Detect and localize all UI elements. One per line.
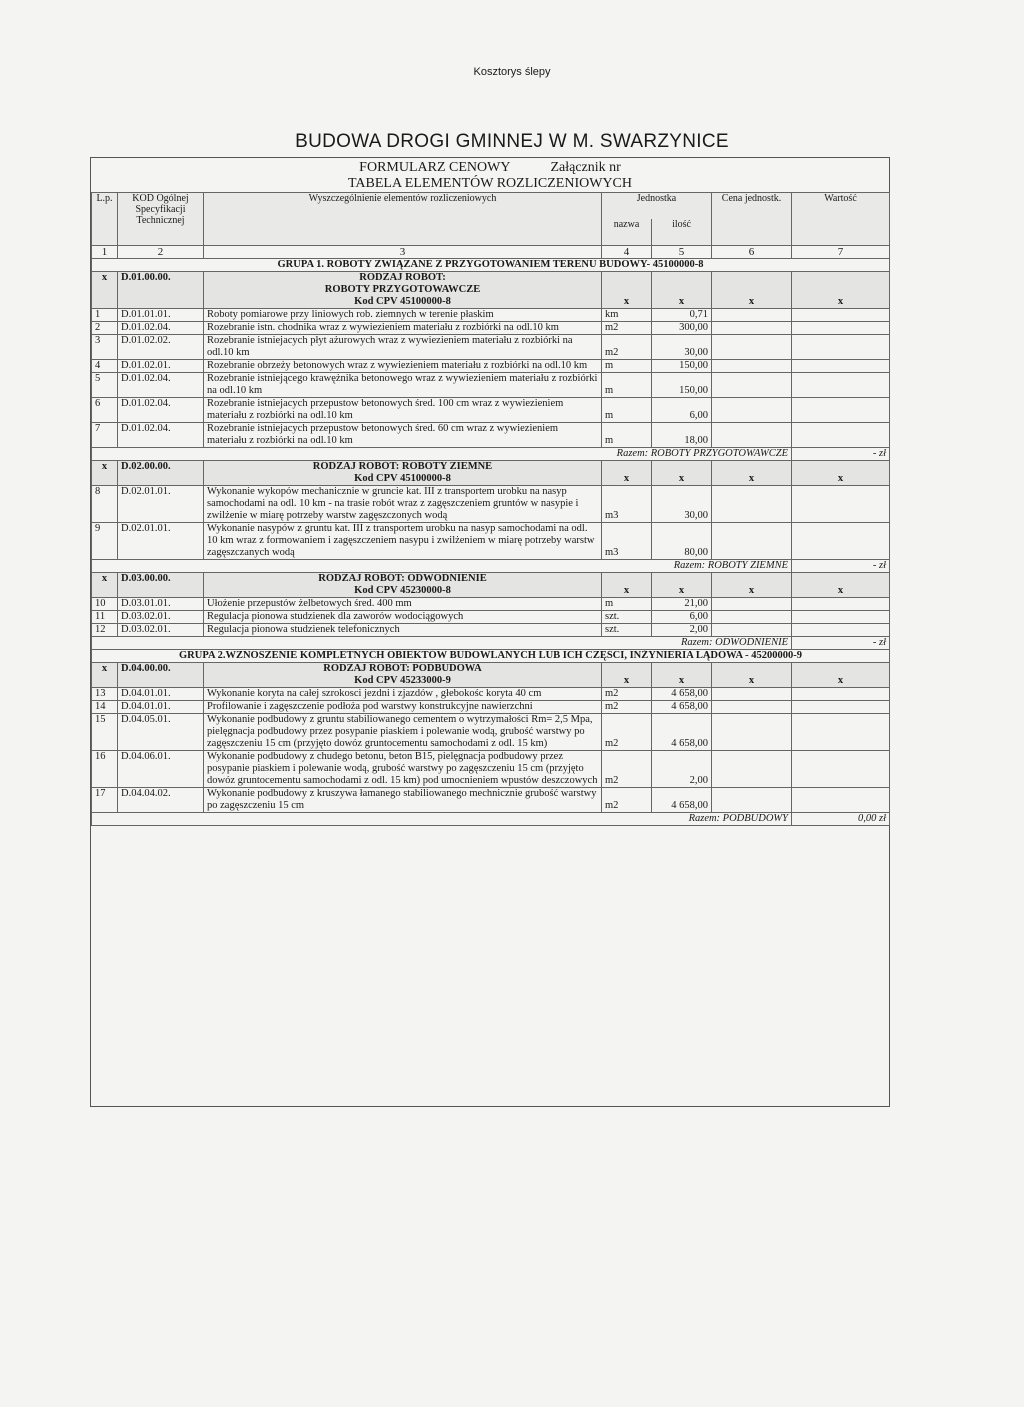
- row-lp: 13: [92, 688, 118, 701]
- section-sum-row: [92, 637, 890, 650]
- row-price: [712, 688, 792, 701]
- row-unit: m: [602, 373, 652, 398]
- row-lp: 10: [92, 598, 118, 611]
- row-description: Wykonanie wykopów mechanicznie w gruncie kat. III z transportem urobku na nasyp samochodami na odl. 10 km - na trasie robót wraz z zagęszczeniem gruntów w nasypie i zwilżenie w miarę potrzeby warstw zagęszczonych wodą: [204, 486, 602, 523]
- row-price: [712, 423, 792, 448]
- col-index: 5: [652, 246, 712, 259]
- row-quantity: 4 658,00: [652, 788, 712, 813]
- work-x: x: [602, 573, 652, 598]
- row-unit: m2: [602, 688, 652, 701]
- row-description: Wykonanie koryta na całej szrokosci jezdni i zjazdów , głebokośc koryta 40 cm: [204, 688, 602, 701]
- row-price: [712, 751, 792, 788]
- work-x: x: [712, 272, 792, 309]
- row-value: [792, 523, 890, 560]
- row-quantity: 4 658,00: [652, 714, 712, 751]
- row-code: D.02.01.01.: [118, 523, 204, 560]
- table-row: [92, 624, 890, 637]
- row-code: D.01.02.01.: [118, 360, 204, 373]
- work-x: x: [602, 663, 652, 688]
- header-unit-name: nazwa: [602, 219, 652, 246]
- row-lp: 3: [92, 335, 118, 360]
- work-lp: x: [92, 461, 118, 486]
- section-sum-label: Razem: ROBOTY PRZYGOTOWAWCZE: [92, 448, 792, 461]
- row-price: [712, 701, 792, 714]
- row-quantity: 80,00: [652, 523, 712, 560]
- work-x: x: [652, 663, 712, 688]
- column-index-row: [92, 246, 890, 259]
- work-title: [204, 663, 602, 688]
- work-x: x: [792, 461, 890, 486]
- price-form: [90, 157, 890, 1107]
- work-code: D.02.00.00.: [118, 461, 204, 486]
- form-title: FORMULARZ CENOWY: [359, 160, 511, 175]
- section-sum-row: [92, 813, 890, 826]
- row-description: Roboty pomiarowe przy liniowych rob. ziemnych w terenie płaskim: [204, 309, 602, 322]
- col-index: 7: [792, 246, 890, 259]
- row-quantity: 2,00: [652, 624, 712, 637]
- group-title: GRUPA 1. ROBOTY ZWIĄZANE Z PRZYGOTOWANIEM TERENU BUDOWY- 45100000-8: [92, 259, 890, 272]
- row-value: [792, 598, 890, 611]
- work-title: [204, 573, 602, 598]
- row-unit: szt.: [602, 624, 652, 637]
- row-price: [712, 309, 792, 322]
- row-unit: szt.: [602, 611, 652, 624]
- row-value: [792, 486, 890, 523]
- row-price: [712, 373, 792, 398]
- row-description: Wykonanie podbudowy z gruntu stabiliowanego cementem o wytrzymałości Rm= 2,5 Mpa, pielęgnacja podbudowy przez posypanie piaskiem i polewanie wodą, grubość warstwy po zagęszczeniu 15 cm (przyjęto dowóz gruntocementu samochodami z odl. 15 km): [204, 714, 602, 751]
- row-code: D.03.02.01.: [118, 611, 204, 624]
- row-value: [792, 360, 890, 373]
- table-row: [92, 598, 890, 611]
- work-code: D.01.00.00.: [118, 272, 204, 309]
- row-description: Rozebranie istniejacych płyt ażurowych wraz z wywiezieniem materiału z rozbiórki na odl.10 km: [204, 335, 602, 360]
- section-sum-label: Razem: ROBOTY ZIEMNE: [92, 560, 792, 573]
- row-description: Wykonanie nasypów z gruntu kat. III z transportem urobku na nasyp samochodami na odl. 10 km wraz z formowaniem i zagęszczeniem nasypu i zwilżeniem w miarę potrzeby warstw zagęszczanych wodą: [204, 523, 602, 560]
- row-price: [712, 611, 792, 624]
- row-code: D.03.01.01.: [118, 598, 204, 611]
- row-lp: 8: [92, 486, 118, 523]
- row-quantity: 18,00: [652, 423, 712, 448]
- row-value: [792, 688, 890, 701]
- row-lp: 15: [92, 714, 118, 751]
- table-row: [92, 373, 890, 398]
- work-title-line: RODZAJ ROBÓT:: [359, 272, 446, 283]
- row-unit: m2: [602, 714, 652, 751]
- row-quantity: 6,00: [652, 398, 712, 423]
- work-type-row: [92, 461, 890, 486]
- row-code: D.04.04.02.: [118, 788, 204, 813]
- row-value: [792, 624, 890, 637]
- row-lp: 7: [92, 423, 118, 448]
- row-description: Wykonanie podbudowy z kruszywa łamanego stabiliowanego mechnicznie grubość warstwy po zagęszczeniu 15 cm: [204, 788, 602, 813]
- row-code: D.01.02.04.: [118, 398, 204, 423]
- section-sum-value: - zł: [792, 448, 890, 461]
- work-title: [204, 272, 602, 309]
- row-unit: m2: [602, 322, 652, 335]
- row-price: [712, 788, 792, 813]
- row-price: [712, 624, 792, 637]
- row-value: [792, 788, 890, 813]
- row-quantity: 30,00: [652, 486, 712, 523]
- table-row: [92, 523, 890, 560]
- table-row: [92, 360, 890, 373]
- work-x: x: [652, 272, 712, 309]
- row-code: D.01.02.04.: [118, 423, 204, 448]
- row-code: D.01.02.04.: [118, 373, 204, 398]
- row-description: Rozebranie istniejacych przepustow betonowych śred. 100 cm wraz z wywiezieniem materiału z rozbiórki na odl.10 km: [204, 398, 602, 423]
- work-lp: x: [92, 573, 118, 598]
- row-unit: m2: [602, 701, 652, 714]
- work-type-row: [92, 272, 890, 309]
- row-value: [792, 335, 890, 360]
- row-code: D.01.02.04.: [118, 322, 204, 335]
- row-description: Ułożenie przepustów żelbetowych śred. 400 mm: [204, 598, 602, 611]
- attachment-label: Załącznik nr: [550, 160, 621, 175]
- work-x: x: [792, 573, 890, 598]
- section-sum-row: [92, 560, 890, 573]
- row-description: Wykonanie podbudowy z chudego betonu, beton B15, pielęgnacja podbudowy przez posypanie piaskiem i polewanie wodą, grubość warstwy po zagęszczeniu 15 cm (przyjęto dowóz gruntocementu samochodami z odl. 15 km) pod umocnieniem wpustów deszczowych: [204, 751, 602, 788]
- row-price: [712, 523, 792, 560]
- header-lp: L.p.: [92, 193, 118, 246]
- row-description: Profilowanie i zagęszczenie podłoża pod warstwy konstrukcyjne nawierzchni: [204, 701, 602, 714]
- row-value: [792, 309, 890, 322]
- row-price: [712, 360, 792, 373]
- row-price: [712, 486, 792, 523]
- work-x: x: [712, 461, 792, 486]
- row-value: [792, 423, 890, 448]
- section-sum-value: - zł: [792, 637, 890, 650]
- table-row: [92, 714, 890, 751]
- row-quantity: 21,00: [652, 598, 712, 611]
- document-title: BUDOWA DROGI GMINNEJ W M. SWARZYNICE: [295, 131, 729, 152]
- row-unit: m3: [602, 523, 652, 560]
- work-title-line: RODZAJ ROBÓT: PODBUDOWA: [323, 663, 482, 674]
- row-code: D.03.02.01.: [118, 624, 204, 637]
- form-title-block: [91, 158, 889, 192]
- section-sum-value: 0,00 zł: [792, 813, 890, 826]
- row-quantity: 2,00: [652, 751, 712, 788]
- work-title-line: ROBOTY PRZYGOTOWAWCZE: [324, 284, 481, 295]
- table-row: [92, 309, 890, 322]
- group-row: [92, 650, 890, 663]
- table-row: [92, 611, 890, 624]
- col-index: 6: [712, 246, 792, 259]
- work-title-line: Kod CPV 45100000-8: [354, 296, 451, 307]
- section-sum-label: Razem: PODBUDOWY: [92, 813, 792, 826]
- table-row: [92, 335, 890, 360]
- elements-table: [91, 192, 890, 826]
- col-index: 2: [118, 246, 204, 259]
- row-quantity: 150,00: [652, 373, 712, 398]
- row-code: D.04.01.01.: [118, 701, 204, 714]
- work-lp: x: [92, 272, 118, 309]
- row-unit: m2: [602, 788, 652, 813]
- row-code: D.01.02.02.: [118, 335, 204, 360]
- row-lp: 6: [92, 398, 118, 423]
- row-value: [792, 714, 890, 751]
- row-price: [712, 335, 792, 360]
- row-value: [792, 373, 890, 398]
- row-description: Regulacja pionowa studzienek telefonicznych: [204, 624, 602, 637]
- row-unit: m: [602, 423, 652, 448]
- table-row: [92, 398, 890, 423]
- row-lp: 4: [92, 360, 118, 373]
- table-row: [92, 701, 890, 714]
- row-quantity: 4 658,00: [652, 688, 712, 701]
- header-description: Wyszczególnienie elementów rozliczeniowych: [204, 193, 602, 246]
- row-value: [792, 701, 890, 714]
- row-lp: 2: [92, 322, 118, 335]
- row-lp: 12: [92, 624, 118, 637]
- row-unit: m2: [602, 335, 652, 360]
- table-row: [92, 423, 890, 448]
- row-price: [712, 714, 792, 751]
- work-x: x: [652, 573, 712, 598]
- work-x: x: [712, 663, 792, 688]
- row-price: [712, 598, 792, 611]
- row-quantity: 4 658,00: [652, 701, 712, 714]
- work-title-line: Kod CPV 45230000-8: [354, 585, 451, 596]
- row-code: D.04.05.01.: [118, 714, 204, 751]
- work-title-line: RODZAJ ROBÓT: ROBOTY ZIEMNE: [312, 461, 493, 472]
- work-x: x: [792, 663, 890, 688]
- group-row: [92, 259, 890, 272]
- row-description: Regulacja pionowa studzienek dla zaworów wodociągowych: [204, 611, 602, 624]
- row-lp: 1: [92, 309, 118, 322]
- row-description: Rozebranie obrzeży betonowych wraz z wywiezieniem materiału z rozbiórki na odl.10 km: [204, 360, 602, 373]
- work-x: x: [652, 461, 712, 486]
- work-type-row: [92, 573, 890, 598]
- work-x: x: [712, 573, 792, 598]
- col-index: 1: [92, 246, 118, 259]
- row-quantity: 30,00: [652, 335, 712, 360]
- work-x: x: [602, 461, 652, 486]
- row-value: [792, 611, 890, 624]
- row-lp: 17: [92, 788, 118, 813]
- row-code: D.02.01.01.: [118, 486, 204, 523]
- section-sum-row: [92, 448, 890, 461]
- group-title: GRUPA 2.WZNOSZENIE KOMPLETNYCH OBIEKTÓW BUDOWLANYCH LUB ICH CZĘŚCI, INŻYNIERIA LĄDOWA - 45200000-9: [92, 650, 890, 663]
- row-price: [712, 322, 792, 335]
- table-row: [92, 751, 890, 788]
- row-unit: m: [602, 360, 652, 373]
- row-unit: m: [602, 398, 652, 423]
- table-row: [92, 486, 890, 523]
- row-code: D.04.06.01.: [118, 751, 204, 788]
- table-title: TABELA ELEMENTÓW ROZLICZENIOWYCH: [347, 176, 633, 191]
- row-value: [792, 751, 890, 788]
- work-x: x: [602, 272, 652, 309]
- work-x: x: [792, 272, 890, 309]
- col-index: 4: [602, 246, 652, 259]
- table-row: [92, 688, 890, 701]
- section-sum-value: - zł: [792, 560, 890, 573]
- row-lp: 9: [92, 523, 118, 560]
- work-code: D.03.00.00.: [118, 573, 204, 598]
- row-lp: 5: [92, 373, 118, 398]
- row-value: [792, 398, 890, 423]
- row-lp: 14: [92, 701, 118, 714]
- row-unit: m: [602, 598, 652, 611]
- work-type-row: [92, 663, 890, 688]
- row-quantity: 300,00: [652, 322, 712, 335]
- row-description: Rozebranie istn. chodnika wraz z wywiezieniem materiału z rozbiórki na odl.10 km: [204, 322, 602, 335]
- row-description: Rozebranie istniejacych przepustow betonowych śred. 60 cm wraz z wywiezieniem materiału z rozbiórki na odl.10 km: [204, 423, 602, 448]
- col-index: 3: [204, 246, 602, 259]
- section-sum-label: Razem: ODWODNIENIE: [92, 637, 792, 650]
- row-unit: km: [602, 309, 652, 322]
- work-lp: x: [92, 663, 118, 688]
- row-unit: m2: [602, 751, 652, 788]
- row-value: [792, 322, 890, 335]
- row-unit: m3: [602, 486, 652, 523]
- work-title-line: RODZAJ ROBÓT: ODWODNIENIE: [318, 573, 487, 584]
- row-quantity: 0,71: [652, 309, 712, 322]
- header-row: [92, 193, 890, 220]
- row-quantity: 6,00: [652, 611, 712, 624]
- table-row: [92, 322, 890, 335]
- header-value: Wartość: [792, 193, 890, 246]
- row-quantity: 150,00: [652, 360, 712, 373]
- row-lp: 16: [92, 751, 118, 788]
- row-price: [712, 398, 792, 423]
- row-description: Rozebranie istniejącego krawężnika betonowego wraz z wywiezieniem materiału z rozbiórki na odl.10 km: [204, 373, 602, 398]
- work-title-line: Kod CPV 45233000-9: [354, 675, 451, 686]
- header-code: KOD Ogólnej Specyfikacji Technicznej: [118, 193, 204, 246]
- work-title: [204, 461, 602, 486]
- header-price: Cena jednostk.: [712, 193, 792, 246]
- row-code: D.01.01.01.: [118, 309, 204, 322]
- work-code: D.04.00.00.: [118, 663, 204, 688]
- header-unit-qty: ilość: [652, 219, 712, 246]
- row-code: D.04.01.01.: [118, 688, 204, 701]
- row-lp: 11: [92, 611, 118, 624]
- table-row: [92, 788, 890, 813]
- work-title-line: Kod CPV 45100000-8: [354, 473, 451, 484]
- header-unit: Jednostka: [602, 193, 712, 220]
- page-header: Kosztorys ślepy: [473, 66, 551, 78]
